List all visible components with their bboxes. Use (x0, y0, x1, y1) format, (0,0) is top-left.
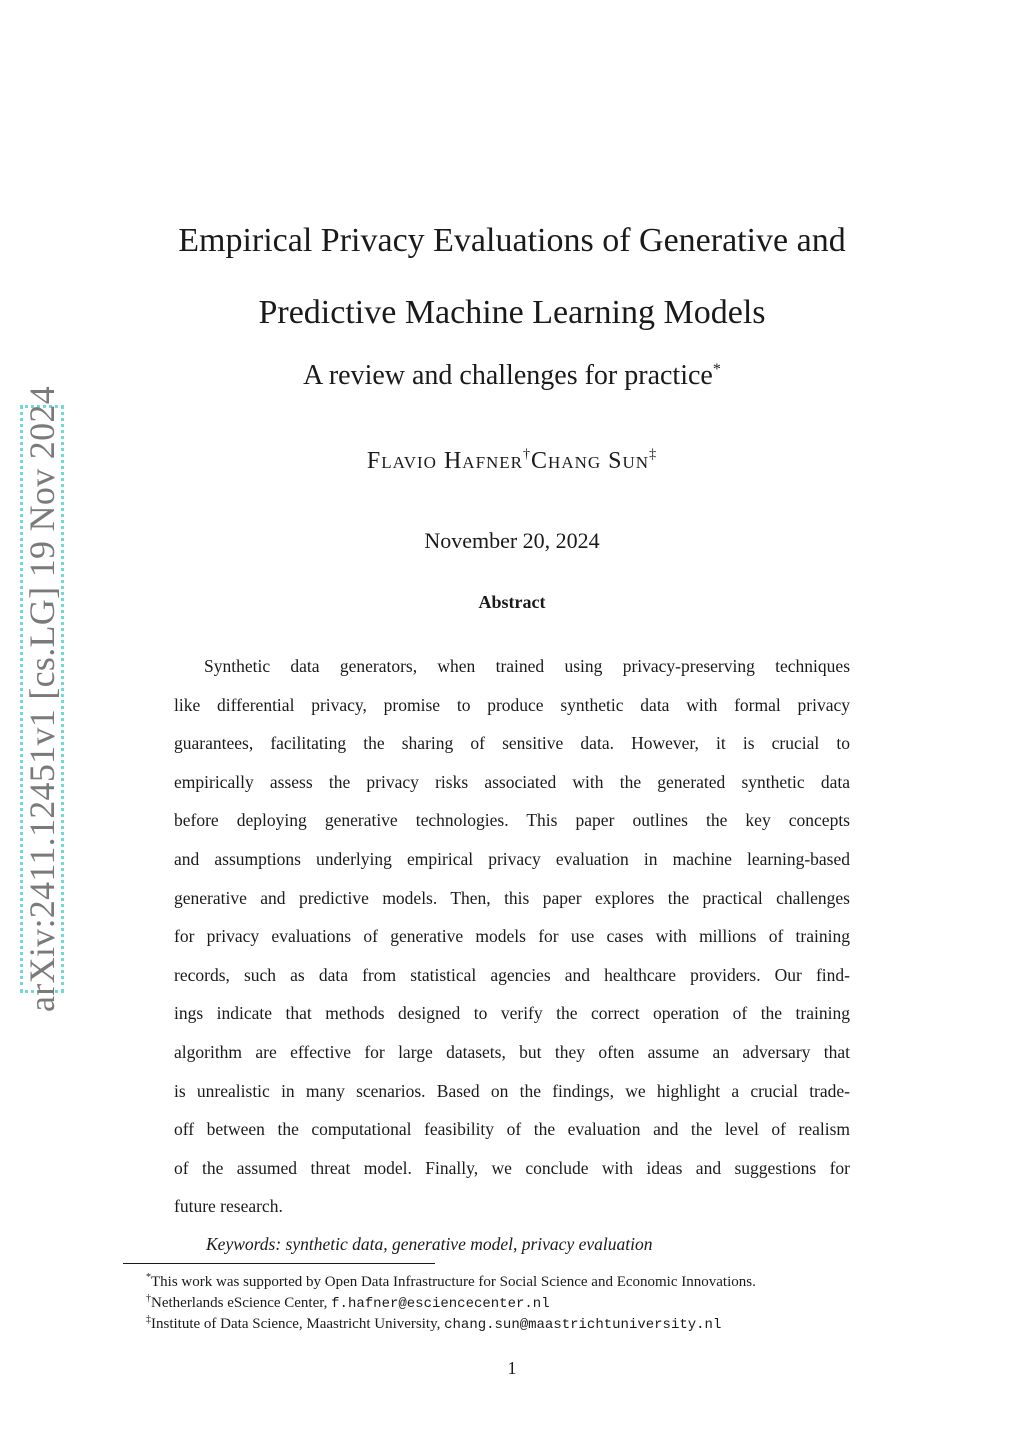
footnote-funding (146, 1267, 756, 1288)
authors (120, 447, 904, 475)
footnote-mark: ‡ (146, 1314, 151, 1325)
footnotes (146, 1267, 756, 1333)
abstract-heading: Abstract (478, 592, 546, 612)
publication-date: November 20, 2024 (424, 528, 600, 553)
abstract-line: like differential privacy, promise to produce synthetic data with formal privacy (174, 694, 850, 715)
author-email-link[interactable]: f.hafner@esciencecenter.nl (331, 1296, 550, 1312)
abstract-line: is unrealistic in many scenarios. Based on the findings, we highlight a crucial trade- (174, 1080, 850, 1101)
author-footnote-mark[interactable]: ‡ (649, 447, 658, 462)
arxiv-stamp-text: arXiv:2411.12451v1 [cs.LG] 19 Nov 2024 (22, 386, 62, 1012)
arxiv-stamp[interactable] (20, 386, 64, 1012)
subtitle (120, 360, 904, 392)
footnote-author-1 (146, 1288, 756, 1312)
footnote-author-2 (146, 1309, 756, 1333)
abstract-line: Synthetic data generators, when trained using privacy-preserving techniques (204, 656, 850, 676)
subtitle-text: A review and challenges for practice (303, 360, 713, 391)
abstract-line: generative and predictive models. Then, this paper explores the practical challenges (174, 887, 850, 908)
footnote-text: This work was supported by Open Data Infrastructure for Social Science and Economic Innovations. (151, 1274, 756, 1290)
abstract-line: guarantees, facilitating the sharing of sensitive data. However, it is crucial to (174, 733, 850, 754)
abstract-line: records, such as data from statistical agencies and healthcare providers. Our find- (174, 964, 850, 985)
abstract-line: before deploying generative technologies. This paper outlines the key concepts (174, 810, 850, 831)
abstract-line: for privacy evaluations of generative models for use cases with millions of training (174, 926, 850, 947)
footnote-divider (123, 1263, 435, 1264)
keywords: Keywords: synthetic data, generative model, privacy evaluation (206, 1234, 653, 1254)
abstract-line: of the assumed threat model. Finally, we conclude with ideas and suggestions for (174, 1157, 850, 1178)
footnote-mark: † (146, 1293, 151, 1304)
subtitle-footnote-mark[interactable]: * (712, 361, 721, 378)
abstract-line: empirically assess the privacy risks associated with the generated synthetic data (174, 771, 850, 792)
author-name: Chang Sun (531, 448, 650, 474)
abstract-line: and assumptions underlying empirical privacy evaluation in machine learning-based (174, 848, 850, 869)
abstract-line: algorithm are effective for large datasets, but they often assume an adversary that (174, 1041, 850, 1062)
abstract-body (174, 652, 850, 1231)
footnote-text: Institute of Data Science, Maastricht University, (151, 1316, 445, 1332)
author-email-link[interactable]: chang.sun@maastrichtuniversity.nl (444, 1317, 722, 1333)
footnote-text: Netherlands eScience Center, (151, 1295, 332, 1311)
abstract-line: ings indicate that methods designed to verify the correct operation of the training (174, 1003, 850, 1024)
title-line-1: Empirical Privacy Evaluations of Generative and (178, 222, 846, 259)
author-name: Flavio Hafner (366, 448, 524, 474)
page-number: 1 (507, 1358, 517, 1378)
footnote-mark: * (146, 1272, 151, 1283)
abstract-line: future research. (174, 1196, 283, 1217)
abstract-line: off between the computational feasibility of the evaluation and the level of realism (174, 1119, 850, 1140)
author-footnote-mark[interactable]: † (523, 447, 532, 462)
title-line-2: Predictive Machine Learning Models (258, 294, 766, 331)
